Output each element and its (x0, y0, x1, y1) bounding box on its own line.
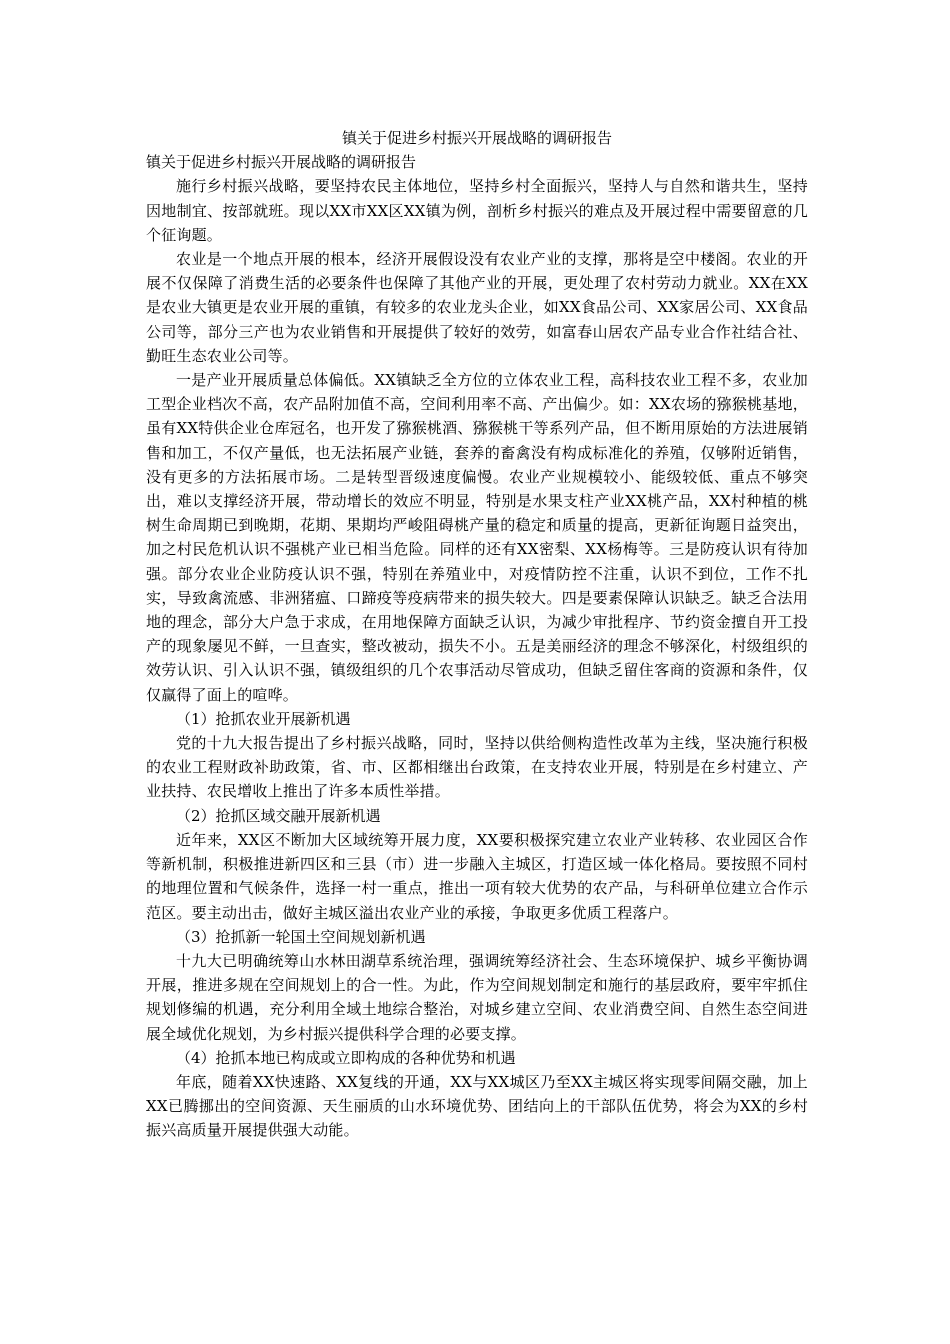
paragraph-agriculture: 农业是一个地点开展的根本，经济开展假设没有农业产业的支撑，那将是空中楼阁。农业的开展不仅保障了消费生活的必要条件也保障了其他产业的开展，更处理了农村劳动力就业。XX在XX是农业大镇更是农业开展的重镇，有较多的农业龙头企业，如XX食品公司、XX家居公司、XX食品公司等，部分三产也为农业销售和开展提供了较好的效劳，如富春山居农产品专业合作社结合社、勤旺生态农业公司等。 (146, 250, 808, 365)
section-body-3: 十九大已明确统筹山水林田湖草系统治理，强调统筹经济社会、生态环境保护、城乡平衡协调开展，推进多规在空间规划上的合一性。为此，作为空间规划制定和施行的基层政府，要牢牢抓住规划修编的机遇，充分利用全域土地综合整治，对城乡建立空间、农业消费空间、自然生态空间进展全域优化规划，为乡村振兴提供科学合理的必要支撑。 (146, 951, 808, 1043)
section-body-1: 党的十九大报告提出了乡村振兴战略，同时，坚持以供给侧构造性改革为主线，坚决施行积极的农业工程财政补助政策，省、市、区都相继出台政策，在支持农业开展，特别是在乡村建立、产业扶持、农民增收上推出了许多本质性举措。 (146, 734, 808, 801)
section-heading-3: （3）抢抓新一轮国土空间规划新机遇 (176, 927, 426, 946)
section-heading-2: （2）抢抓区域交融开展新机遇 (176, 806, 381, 825)
document-page (146, 126, 808, 1143)
paragraph-intro: 施行乡村振兴战略，要坚持农民主体地位，坚持乡村全面振兴，坚持人与自然和谐共生，坚持因地制宜、按部就班。现以XX市XX区XX镇为例，剖析乡村振兴的难点及开展过程中需要留意的几个征询题。 (146, 177, 808, 244)
document-title: 镇关于促进乡村振兴开展战略的调研报告 (341, 129, 612, 147)
section-heading-1: （1）抢抓农业开展新机遇 (176, 709, 351, 728)
section-body-2: 近年来，XX区不断加大区域统筹开展力度，XX要积极探究建立农业产业转移、农业园区合作等新机制，积极推进新四区和三县（市）进一步融入主城区，打造区域一体化格局。要按照不同村的地理位置和气候条件，选择一村一重点，推出一项有较大优势的农产品，与科研单位建立合作示范区。要主动出击，做好主城区溢出农业产业的承接，争取更多优质工程落户。 (146, 830, 808, 922)
paragraph-problems: 一是产业开展质量总体偏低。XX镇缺乏全方位的立体农业工程，高科技农业工程不多，农业加工型企业档次不高，农产品附加值不高，空间利用率不高、产出偏少。如：XX农场的猕猴桃基地，虽有XX特供企业仓库冠名，也开发了猕猴桃酒、猕猴桃干等系列产品，但不断用原始的方法进展销售和加工，不仅产量低，也无法拓展产业链，套养的畜禽没有构成标准化的养殖，仅够附近销售，没有更多的方法拓展市场。二是转型晋级速度偏慢。农业产业规模较小、能级较低、重点不够突出，难以支撑经济开展，带动增长的效应不明显，特别是水果支柱产业XX桃产品，XX村种植的桃树生命周期已到晚期，花期、果期均严峻阻碍桃产量的稳定和质量的提高，更新征询题日益突出，加之村民危机认识不强桃产业已相当危险。同样的还有XX密梨、XX杨梅等。三是防疫认识有待加强。部分农业企业防疫认识不强，特别在养殖业中，对疫情防控不注重，认识不到位，工作不扎实，导致禽流感、非洲猪瘟、口蹄疫等疫病带来的损失较大。四是要素保障认识缺乏。缺乏合法用地的理念，部分大户急于求成，在用地保障方面缺乏认识，为减少审批程序、节约资金擅自开工投产的现象屡见不鲜，一旦查实，整改被动，损失不小。五是美丽经济的理念不够深化，村级组织的效劳认识、引入认识不强，镇级组织的几个农事活动尽管成功，但缺乏留住客商的资源和条件，仅仅赢得了面上的喧哗。 (146, 371, 808, 704)
section-heading-4: （4）抢抓本地已构成或立即构成的各种优势和机遇 (176, 1048, 516, 1067)
section-body-4: 年底，随着XX快速路、XX复线的开通，XX与XX城区乃至XX主城区将实现零间隔交融，加上XX已腾挪出的空间资源、天生丽质的山水环境优势、团结向上的干部队伍优势，将会为XX的乡村振兴高质量开展提供强大动能。 (146, 1072, 808, 1140)
document-subtitle: 镇关于促进乡村振兴开展战略的调研报告 (146, 153, 417, 172)
